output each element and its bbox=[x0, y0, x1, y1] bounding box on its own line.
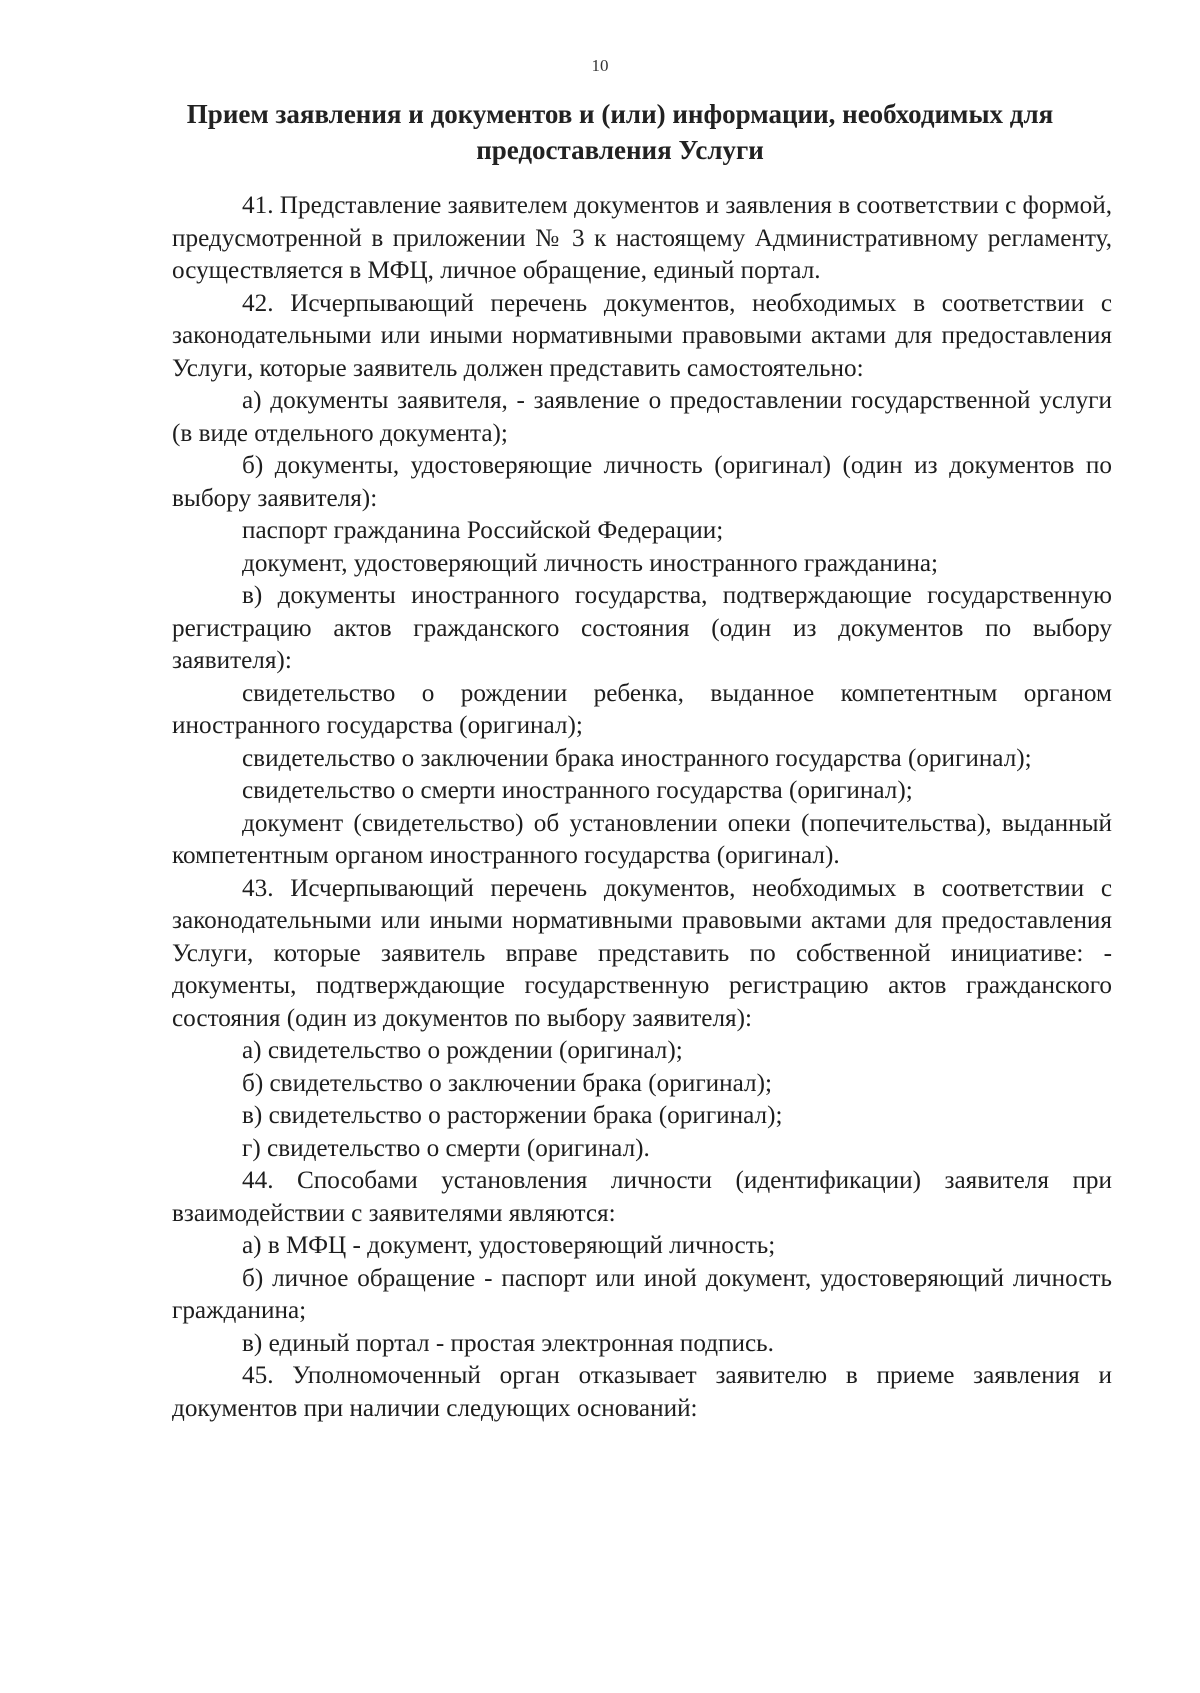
list-item-42-b: б) документы, удостоверяющие личность (оригинал) (один из документов по выбору заявителя): bbox=[172, 452, 1112, 512]
list-item-43-a: а) свидетельство о рождении (оригинал); bbox=[242, 1037, 683, 1064]
list-item-43-b: б) свидетельство о заключении брака (оригинал); bbox=[242, 1069, 772, 1097]
list-item-44-a: а) в МФЦ - документ, удостоверяющий личность; bbox=[242, 1232, 776, 1259]
list-item-43-g: г) свидетельство о смерти (оригинал). bbox=[242, 1134, 650, 1162]
list-item-foreign-id: документ, удостоверяющий личность иностранного гражданина; bbox=[242, 549, 939, 577]
list-item-44-v: в) единый портал - простая электронная подпись. bbox=[242, 1329, 774, 1357]
paragraph-43: 43. Исчерпывающий перечень документов, необходимых в соответствии с законодательными или иными нормативными правовыми актами для предоставления Услуги, которые заявитель вправе представить по собственной инициативе: - документы, подтверждающие государственную регистрацию актов гражданского состояния (один из документов по выбору заявителя): bbox=[172, 874, 1112, 1032]
list-item-death-cert-foreign: свидетельство о смерти иностранного государства (оригинал); bbox=[242, 777, 913, 804]
paragraph-42: 42. Исчерпывающий перечень документов, необходимых в соответствии с законодательными или иными нормативными правовыми актами для предоставления Услуги, которые заявитель должен представить самостоятельно: bbox=[172, 289, 1112, 382]
page-number: 10 bbox=[591, 56, 609, 75]
list-item-42-v: в) документы иностранного государства, подтверждающие государственную регистрацию актов гражданского состояния (один из документов по выбору заявителя): bbox=[172, 582, 1112, 674]
paragraph-41: 41. Представление заявителем документов и заявления в соответствии с формой, предусмотренной в приложении № 3 к настоящему Административному регламенту, осуществляется в МФЦ, личное обращение, единый портал. bbox=[172, 192, 1112, 284]
list-item-marriage-cert-foreign: свидетельство о заключении брака иностранного государства (оригинал); bbox=[242, 744, 1032, 772]
document-body bbox=[172, 190, 1112, 1425]
list-item-42-a: а) документы заявителя, - заявление о предоставлении государственной услуги (в виде отдельного документа); bbox=[172, 387, 1112, 447]
list-item-43-v: в) свидетельство о расторжении брака (оригинал); bbox=[242, 1102, 783, 1129]
list-item-guardianship-cert: документ (свидетельство) об установлении опеки (попечительства), выданный компетентным органом иностранного государства (оригинал). bbox=[172, 809, 1112, 869]
paragraph-45: 45. Уполномоченный орган отказывает заявителю в приеме заявления и документов при наличии следующих оснований: bbox=[172, 1362, 1112, 1422]
list-item-birth-cert-foreign: свидетельство о рождении ребенка, выданное компетентным органом иностранного государства (оригинал); bbox=[172, 679, 1112, 739]
section-title: Прием заявления и документов и (или) информации, необходимых для предоставления Услуги bbox=[186, 99, 1054, 165]
paragraph-44: 44. Способами установления личности (идентификации) заявителя при взаимодействии с заявителями являются: bbox=[172, 1167, 1112, 1227]
list-item-44-b: б) личное обращение - паспорт или иной документ, удостоверяющий личность гражданина; bbox=[172, 1264, 1112, 1324]
list-item-passport: паспорт гражданина Российской Федерации; bbox=[242, 517, 724, 544]
